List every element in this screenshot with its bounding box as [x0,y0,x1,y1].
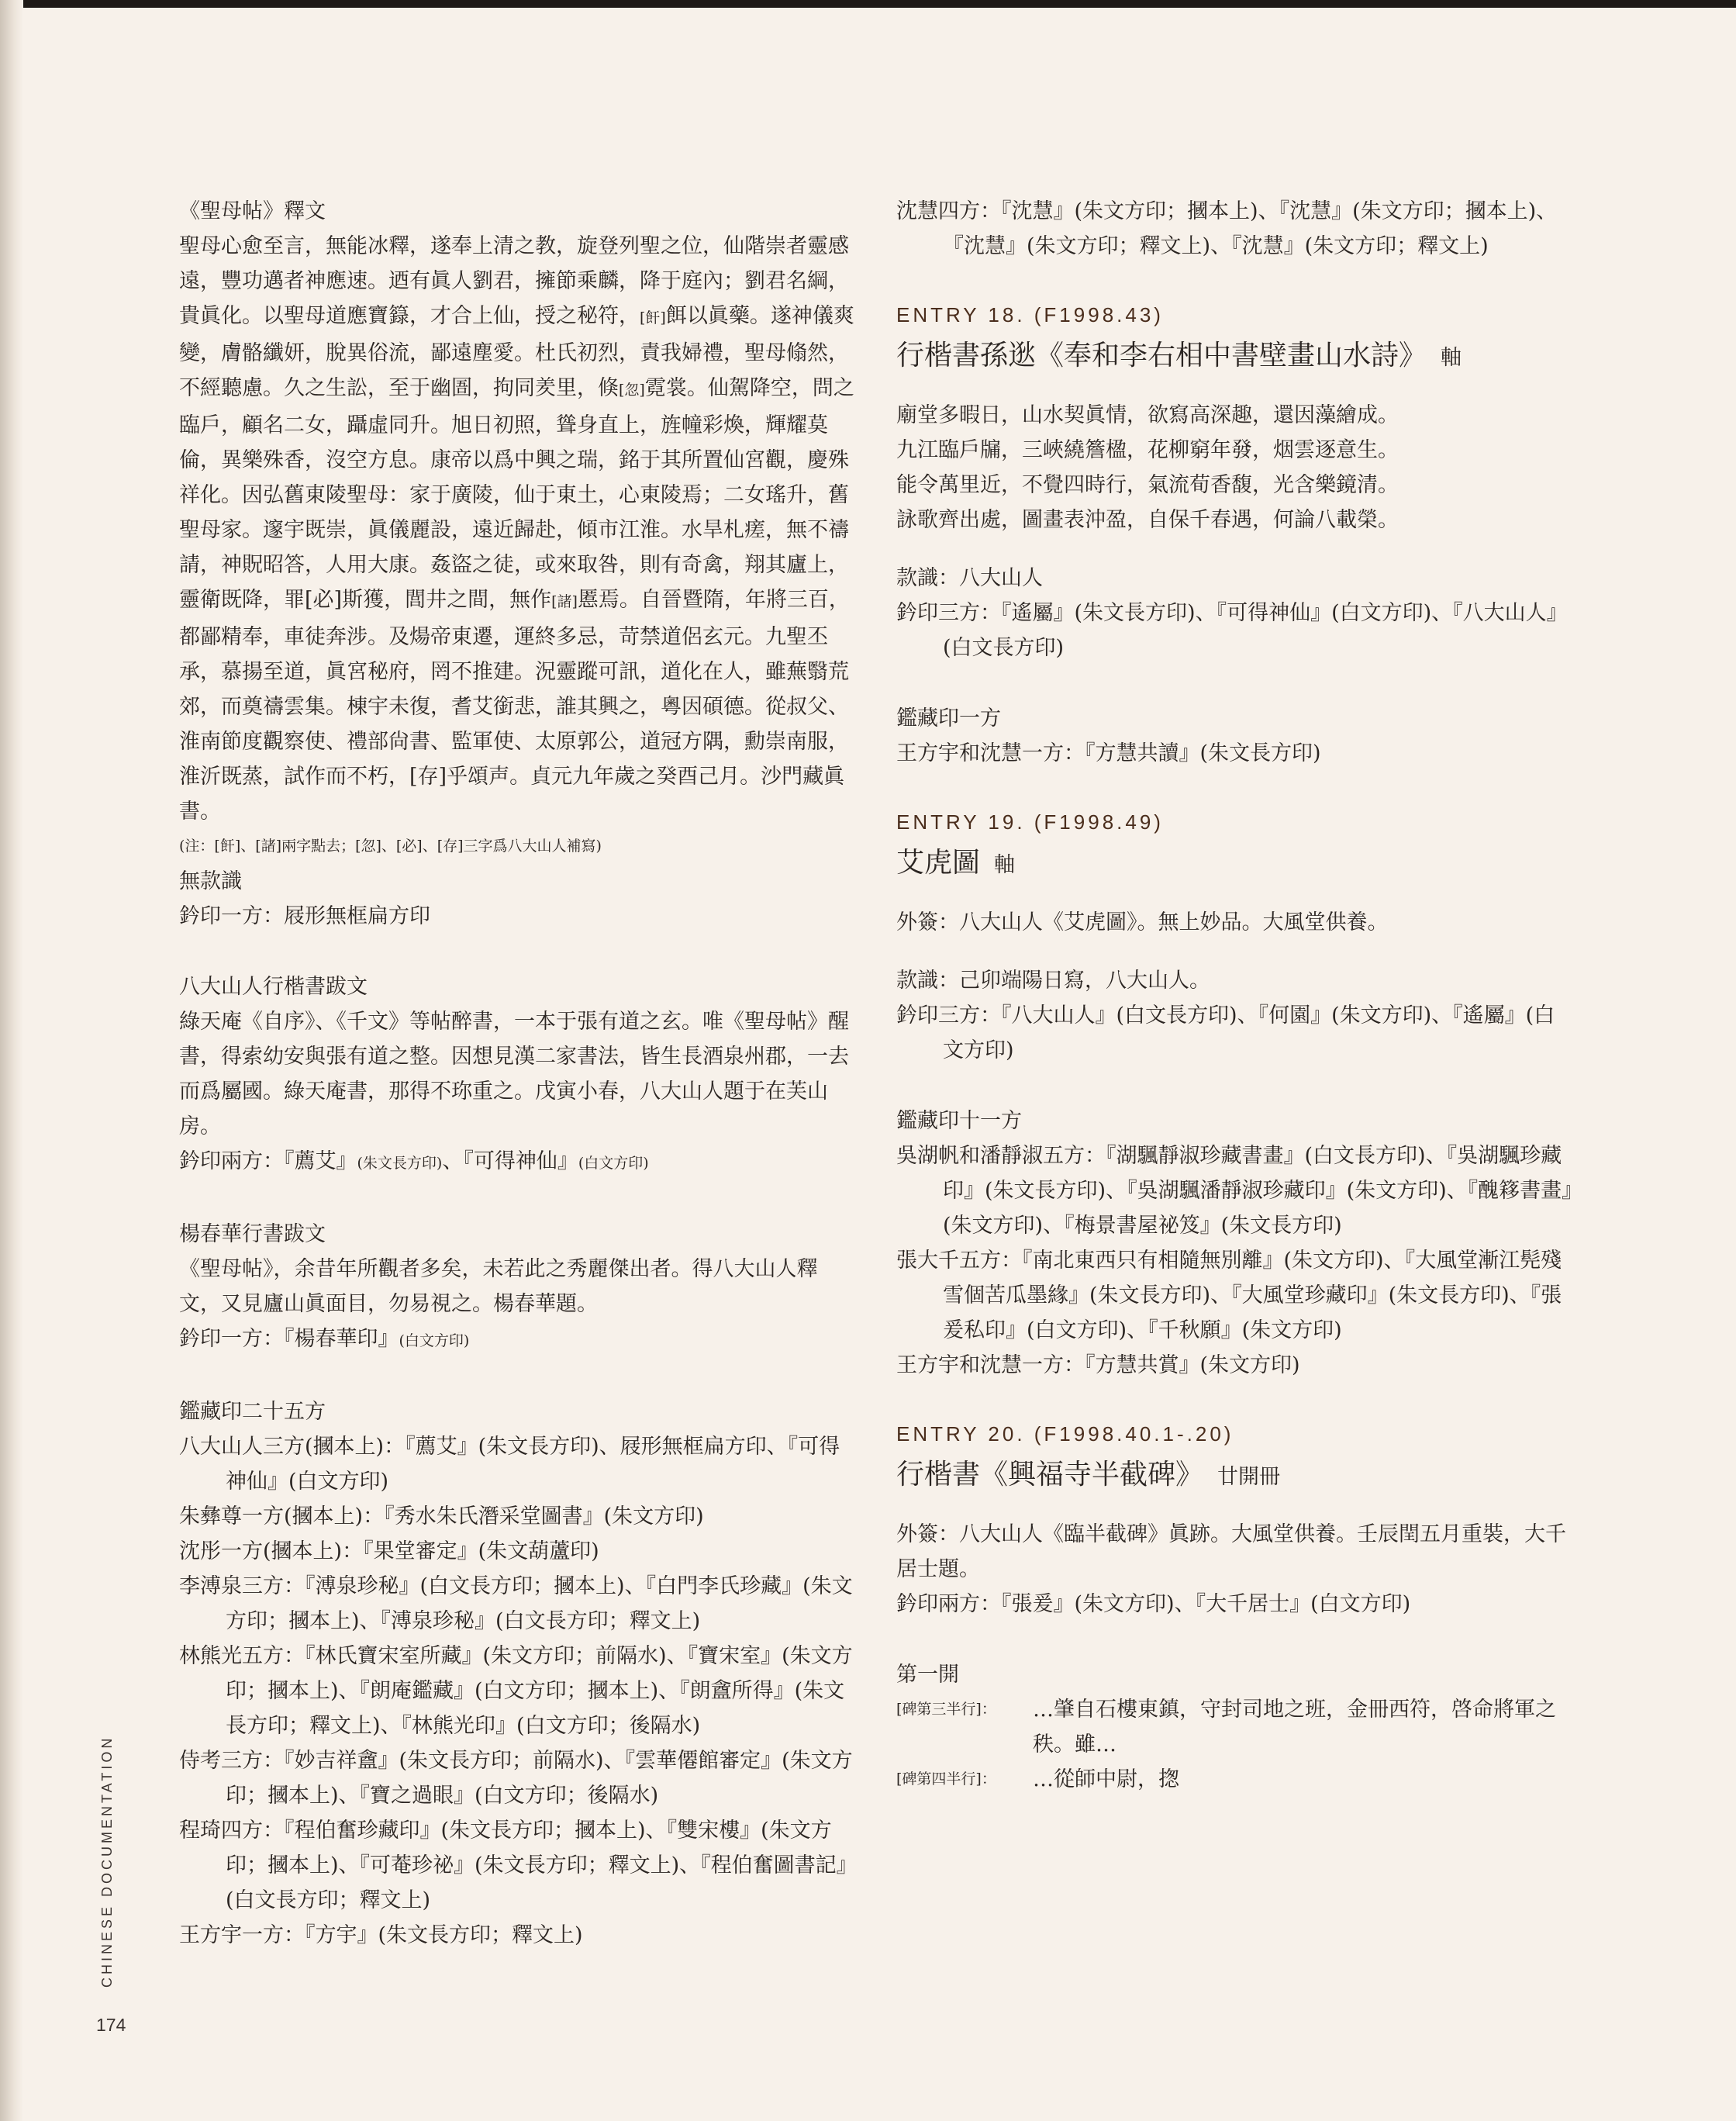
poem-text [896,398,1576,537]
collector-seal-item: 張大千五方：『南北東西只有相隨無別離』(朱文方印)、『大風堂漸江髡殘雪個苦瓜墨緣』(朱文長方印)、『大風堂珍藏印』(朱文長方印)、『張爰私印』(白文方印)、『千秋願』(朱文方印) [896,1249,1562,1342]
collector-seal-item: 侍考三方：『妙吉祥盦』(朱文長方印；前隔水)、『雲華僊館審定』(朱文方印；摑本上)、『寶之過眼』(白文方印；後隔水) [179,1749,853,1808]
signature-line: 無款識 [179,869,242,893]
entry-20 [896,1418,1576,1797]
leaf-title: 第一開 [896,1663,959,1687]
inscription-label: [碑第三半行]： [896,1701,996,1718]
right-column [896,194,1576,1797]
inscription-row [896,1762,1576,1797]
entry-19 [896,807,1576,1383]
entry-title: 行楷書孫逖《奉和李右相中書壁畫山水詩》 軸 [896,340,1462,371]
collector-seal-item: 吳湖帆和潘靜淑五方：『湖颿靜淑珍藏書畫』(白文長方印)、『吳湖颿珍藏印』(朱文長方印)、『吳湖颿潘靜淑珍藏印』(朱文方印)、『醜簃書畫』(朱文方印)、『梅景書屋祕笈』(朱文長方印) [896,1144,1572,1238]
page-number: 174 [96,2015,126,2035]
entry-label: ENTRY 19. (F1998.49) [896,810,1164,834]
collector-seal-item: 沈慧四方：『沈慧』(朱文方印；摑本上)、『沈慧』(朱文方印；摑本上)、『沈慧』(朱文方印；釋文上)、『沈慧』(朱文方印；釋文上) [896,199,1558,258]
section-shengmu-transcription [179,194,858,934]
section-title: 楊春華行書跋文 [179,1222,326,1246]
poem-line: 九江臨戶牖，三峽繞簷楹，花柳窮年發，烟雲逐意生。 [896,438,1399,462]
poem-line: 能令萬里近，不覺四時行，氣流荀香馥，光含樂鏡清。 [896,473,1399,497]
section-title: 鑑藏印二十五方 [179,1400,326,1424]
section-title: 鑑藏印十一方 [896,1109,1022,1133]
page-binding-edge [0,0,23,2121]
collector-seal-item: 王方宇和沈慧一方：『方慧共賞』(朱文方印) [896,1353,1300,1377]
collector-seal-item: 王方宇一方：『方宇』(朱文長方印；釋文上) [179,1923,583,1947]
signature-line: 款識：己卯端陽日寫，八大山人。 [896,969,1210,993]
transcription-note: (注：[飦]、[諸]兩字點去；[忽]、[必]、[存]三字爲八大山人補寫) [179,838,602,855]
seal-line: 鈐印兩方：『薦艾』(朱文長方印)、『可得神仙』(白文方印) [179,1149,649,1173]
seal-line: 鈐印三方：『遙屬』(朱文長方印)、『可得神仙』(白文方印)、『八大山人』(白文長方印) [896,601,1568,660]
collector-seal-item: 李溥泉三方：『溥泉珍秘』(白文長方印；摑本上)、『白門李氏珍藏』(朱文方印；摑本上)、『溥泉珍秘』(白文長方印；釋文上) [179,1574,853,1633]
entry-label: ENTRY 20. (F1998.40.1-.20) [896,1422,1234,1446]
seal-line: 鈐印一方：『楊春華印』(白文方印) [179,1327,470,1351]
section-bada-colophon [179,969,858,1181]
collector-seal-item: 沈彤一方(摑本上)：『果堂審定』(朱文葫蘆印) [179,1539,599,1563]
entry-label: ENTRY 18. (F1998.43) [896,303,1164,326]
signature-line: 款識：八大山人 [896,566,1043,590]
section-yang-colophon [179,1217,858,1359]
entry-title: 行楷書《興福寺半截碑》 廿開冊 [896,1459,1281,1491]
colophon-body: 《聖母帖》，余昔年所觀者多矣，未若此之秀麗傑出者。得八大山人釋文，又見廬山眞面目，勿易視之。楊春華題。 [179,1257,818,1316]
inscription-row [896,1692,1576,1762]
section-collector-seals [179,1394,858,1953]
entry-title: 艾虎圖 軸 [896,847,1016,879]
collector-seal-item: 林熊光五方：『林氏寶宋室所藏』(朱文方印；前隔水)、『寶宋室』(朱文方印；摑本上)、『朗庵鑑藏』(白文方印；摑本上)、『朗盦所得』(朱文長方印；釋文上)、『林熊光印』(白文方印；後隔水) [179,1644,853,1738]
section-title: 鑑藏印一方 [896,706,1001,731]
label-strip-line: 外簽：八大山人《臨半截碑》眞跡。大風堂供養。壬辰閏五月重裝，大千居士題。 [896,1522,1566,1581]
transcription-body: 聖母心愈至言，無能冰釋，遂奉上清之教，旋登列聖之位，仙階崇者靈感遠，豐功邁者神應速。迺有眞人劉君，擁節乘麟，降于庭內；劉君名綱，貴眞化。以聖母道應寶籙，才合上仙，授之秘符，[飦]餌以眞藥。遂神儀爽變，膚骼纖妍，脫異俗流，鄙遠塵愛。杜氏初烈，責我婦禮，聖母翛然，不經聽慮。久之生訟，至于幽圄，拘同羑里，倏[忽]霓裳。仙駕降空，問之臨戶，顧名二女，躡虛同升。旭日初照，聳身直上，旌幢彩煥，輝耀莫倫，異樂殊香，沒空方息。康帝以爲中興之瑞，銘于其所置仙宮觀，慶殊祥化。因弘舊東陵聖母：家于廣陵，仙于東土，心東陵焉；二女瑤升，舊聖母家。邃宇既崇，眞儀麗設，遠近歸赴，傾市江淮。水旱札瘥，無不禱請，神貺昭答，人用大康。姦盜之徒，或來取咎，則有奇禽，翔其廬上，靈衛既降，罪[必]斯獲，閭井之間，無作[諸]慝焉。自晉暨隋，年將三百，都鄙精奉，車徒奔涉。及煬帝東遷，運終多忌，苛禁道侶玄元。九聖丕承，慕揚至道，眞宮秘府，罔不推建。況靈蹤可訊，道化在人，雖蕪翳荒郊，而奠禱雲集。棟宇未復，耆艾銜悲，誰其興之，粵因碩德。從叔父、淮南節度觀察使、禮部尙書、監軍使、太原郭公，道冠方隅，勳崇南服，淮沂既蒸，試作而不朽，[存]乎頌声。貞元九年歲之癸酉己月。沙門藏眞書。 [179,234,854,824]
colophon-body: 綠天庵《自序》、《千文》等帖醉書，一本于張有道之玄。唯《聖母帖》醒書，得索幼安與張有道之整。因想見漢二家書法，皆生長酒泉州郡，一去而爲屬國。綠天庵書，那得不珎重之。戊寅小春，八大山人題于在芙山房。 [179,1010,849,1138]
left-column [179,194,858,1953]
poem-line: 詠歌齊出處，圖畫表沖盈，自保千春遇，何論八載榮。 [896,508,1399,532]
side-section-label: CHINESE DOCUMENTATION [99,1735,115,1988]
seal-line: 鈐印一方：屐形無框扁方印 [179,904,430,928]
continued-seals [896,194,1576,264]
section-title: 八大山人行楷書跋文 [179,975,368,999]
inscription-label: [碑第四半行]： [896,1770,996,1788]
seal-line: 鈐印兩方：『張爰』(朱文方印)、『大千居士』(白文方印) [896,1592,1411,1616]
inscription-text: …從師中尉，揔 [1033,1767,1179,1791]
collector-seal-item: 朱彝尊一方(摑本上)：『秀水朱氏潛采堂圖書』(朱文方印) [179,1504,704,1529]
collector-seal-item: 王方宇和沈慧一方：『方慧共讀』(朱文長方印) [896,741,1321,765]
collector-seal-item: 程琦四方：『程伯奮珍藏印』(朱文長方印；摑本上)、『雙宋樓』(朱文方印；摑本上)、『可菴珍祕』(朱文長方印；釋文上)、『程伯奮圖書記』(白文長方印；釋文上) [179,1819,858,1912]
label-strip-line: 外簽：八大山人《艾虎圖》。無上妙品。大風堂供養。 [896,910,1389,934]
inscription-text: …肇自石樓東鎮，守封司地之班，金冊西符，啓命將軍之秩。雖… [1033,1698,1556,1757]
collector-seal-item: 八大山人三方(摑本上)：『薦艾』(朱文長方印)、屐形無框扁方印、『可得神仙』(白文方印) [179,1435,840,1494]
poem-line: 廟堂多暇日，山水契眞情，欲寫高深趣，還因藻繪成。 [896,403,1399,427]
page-top-edge [0,0,1736,8]
seal-line: 鈐印三方：『八大山人』(白文長方印)、『何園』(朱文方印)、『遙屬』(白文方印) [896,1004,1555,1062]
entry-18 [896,299,1576,771]
section-title: 《聖母帖》釋文 [179,199,326,223]
